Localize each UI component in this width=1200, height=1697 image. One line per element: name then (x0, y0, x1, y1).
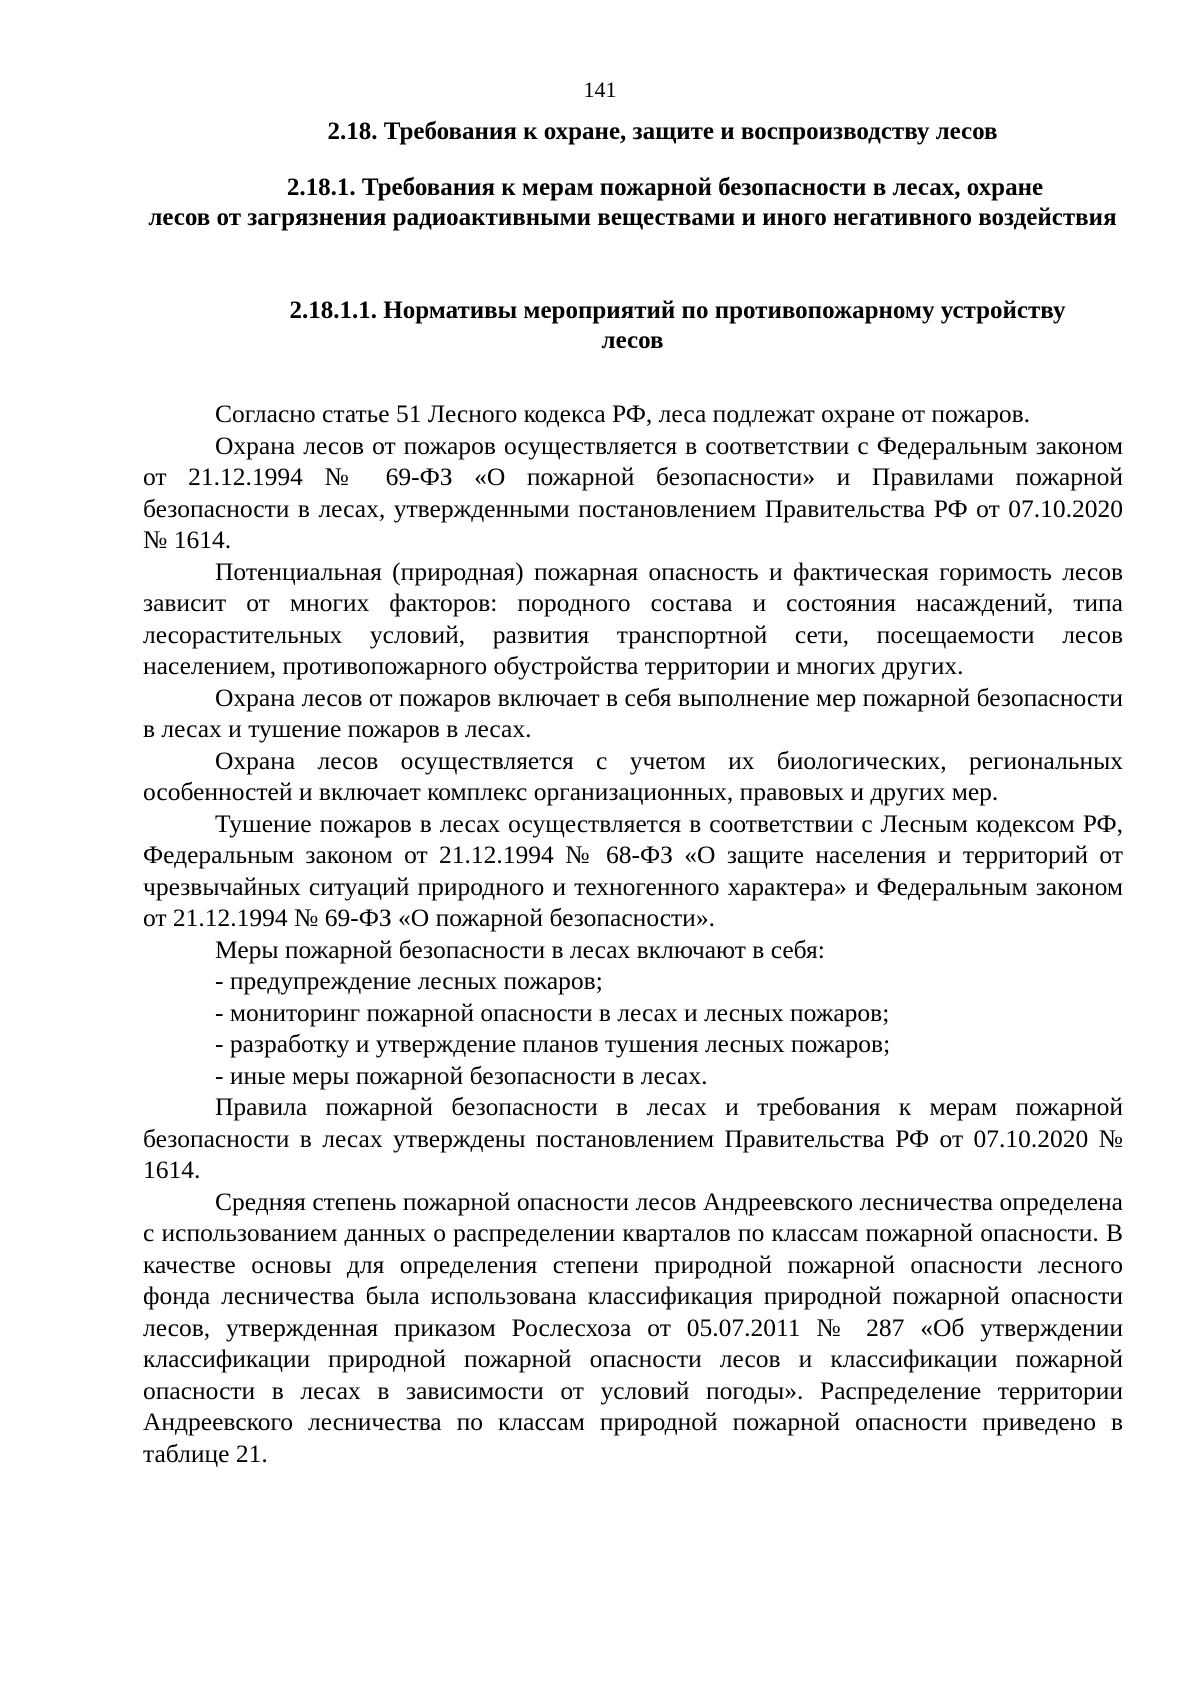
heading-line: лесов (601, 327, 664, 354)
section-heading-2-18-1-1 (140, 296, 1125, 356)
paragraph: Охрана лесов от пожаров осуществляется в соответствии с Федеральным законом от 21.12.1994 № 69-ФЗ «О пожарной безопасности» и Правилами пожарной безопасности в лесах, утвержденными постановлением Правительства РФ от 07.10.2020 № 1614. (143, 430, 1123, 554)
list-item: - иные меры пожарной безопасности в лесах. (215, 1060, 708, 1090)
paragraph: Согласно статье 51 Лесного кодекса РФ, леса подлежат охране от пожаров. (215, 399, 1030, 428)
section-heading-2-18: 2.18. Требования к охране, защите и воспроизводству лесов (327, 118, 998, 145)
list-item: - разработку и утверждение планов тушения лесных пожаров; (215, 1029, 891, 1058)
paragraph: Средняя степень пожарной опасности лесов Андреевского лесничества определена с использованием данных о распределении кварталов по классам пожарной опасности. В качестве основы для определения степени природной пожарной опасности лесного фонда лесничества была использована классификация природной пожарной опасности лесов, утвержденная приказом Рослесхоза от 05.07.2011 № 287 «Об утверждении классификации природной пожарной опасности лесов и классификации пожарной опасности в лесах в зависимости от условий погоды». Распределение территории Андреевского лесничества по классам природной пожарной опасности приведено в таблице 21. (143, 1186, 1123, 1468)
list-item: - предупреждение лесных пожаров; (215, 966, 603, 995)
paragraph: Охрана лесов осуществляется с учетом их биологических, региональных особенностей и включает комплекс организационных, правовых и других мер. (143, 745, 1123, 806)
paragraph: Потенциальная (природная) пожарная опасность и фактическая горимость лесов зависит от многих факторов: породного состава и состояния насаждений, типа лесорастительных условий, развития транспортной сети, посещаемости лесов населением, противопожарного обустройства территории и многих других. (143, 556, 1123, 680)
paragraph: Меры пожарной безопасности в лесах включают в себя: (215, 934, 825, 964)
page-number: 141 (583, 77, 617, 102)
heading-line: 2.18.1.1. Нормативы мероприятий по противопожарному устройству (289, 297, 1066, 324)
paragraph: Тушение пожаров в лесах осуществляется в соответствии с Лесным кодексом РФ, Федеральным законом от 21.12.1994 № 68-ФЗ «О защите населения и территорий от чрезвычайных ситуаций природного и техногенного характера» и Федеральным законом от 21.12.1994 № 69-ФЗ «О пожарной безопасности». (143, 808, 1123, 932)
heading-line: 2.18.1. Требования к мерам пожарной безопасности в лесах, охране (286, 174, 1044, 201)
paragraph: Охрана лесов от пожаров включает в себя выполнение мер пожарной безопасности в лесах и тушение пожаров в лесах. (143, 682, 1123, 743)
heading-line: лесов от загрязнения радиоактивными веществами и иного негативного воздействия (148, 204, 1117, 231)
list-item: - мониторинг пожарной опасности в лесах и лесных пожаров; (215, 997, 890, 1027)
body-text (143, 398, 1123, 1469)
paragraph: Правила пожарной безопасности в лесах и требования к мерам пожарной безопасности в лесах утверждены постановлением Правительства РФ от 07.10.2020 № 1614. (143, 1092, 1123, 1184)
section-heading-2-18-1 (140, 173, 1125, 233)
